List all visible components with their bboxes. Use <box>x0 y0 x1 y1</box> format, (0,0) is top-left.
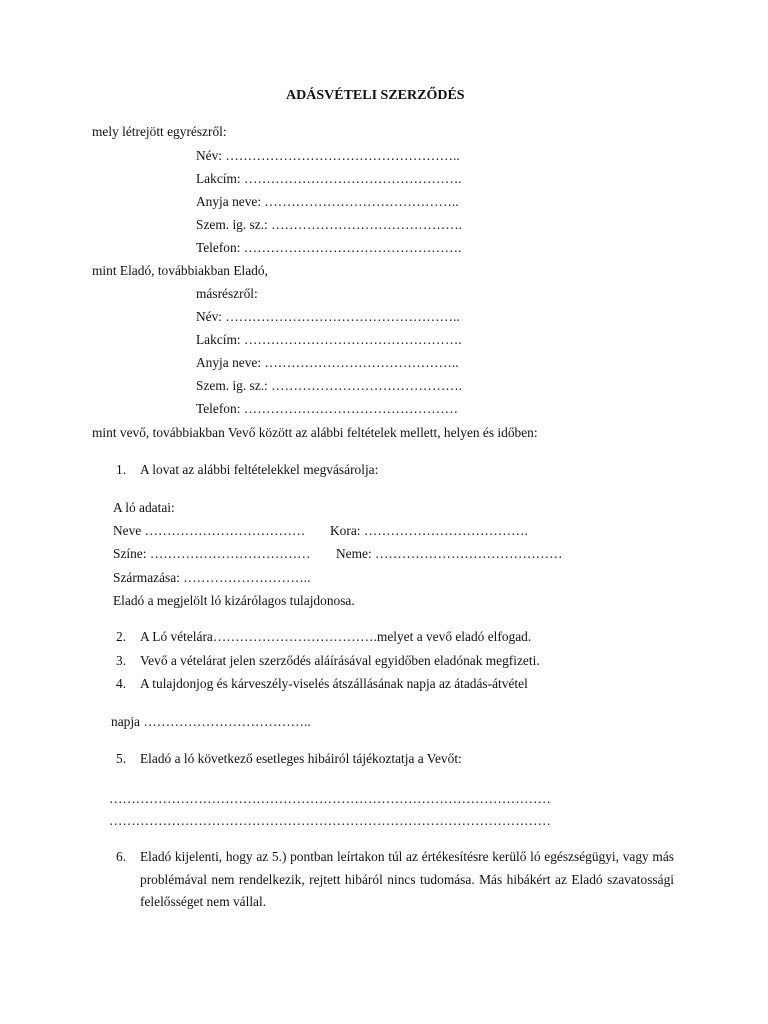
defects-blank-line: ……………………………………………………………………………………… <box>109 791 551 806</box>
horse-data-heading: A ló adatai: <box>113 500 175 515</box>
document-title: ADÁSVÉTELI SZERZŐDÉS <box>286 88 465 103</box>
seller-address-field: Lakcím: …………………………………………. <box>196 171 462 186</box>
seller-name-field: Név: …………………………………………….. <box>196 148 460 163</box>
item-number: 6. <box>116 849 127 864</box>
buyer-id-field: Szem. ig. sz.: ……………………………………. <box>196 378 462 393</box>
horse-color-field: Színe: ……………………………… <box>113 546 311 561</box>
buyer-phone-field: Telefon: ………………………………………… <box>196 401 459 416</box>
item-text: A Ló vételára……………………………….melyet a vevő eladó elfogad. <box>140 629 532 644</box>
horse-name-field: Neve ……………………………… <box>113 523 306 538</box>
horse-origin-field: Származása: ……………………….. <box>113 570 311 585</box>
item-text: A tulajdonjog és kárveszély-viselés átszállásának napja az átadás-átvétel <box>140 676 528 691</box>
seller-phone-field: Telefon: …………………………………………. <box>196 240 462 255</box>
transfer-day-field: napja ……………………………….. <box>111 714 311 729</box>
item-text: A lovat az alábbi feltételekkel megvásárolja: <box>140 462 379 477</box>
horse-age-field: Kora: ………………………………. <box>330 523 528 538</box>
item-text: Eladó a ló következő esetleges hibáiról tájékoztatja a Vevőt: <box>140 751 462 766</box>
buyer-mother-name-field: Anyja neve: …………………………………….. <box>196 355 459 370</box>
other-party-intro: másrészről: <box>196 286 258 301</box>
horse-ownership-text: Eladó a megjelölt ló kizárólagos tulajdonosa. <box>113 593 355 608</box>
item-number: 5. <box>116 751 127 766</box>
seller-mother-name-field: Anyja neve: …………………………………….. <box>196 194 459 209</box>
buyer-address-field: Lakcím: …………………………………………. <box>196 332 462 347</box>
buyer-name-field: Név: …………………………………………….. <box>196 309 460 324</box>
seller-id-field: Szem. ig. sz.: ……………………………………. <box>196 217 462 232</box>
defects-blank-line: ……………………………………………………………………………………… <box>109 813 551 828</box>
intro-text: mely létrejött egyrészről: <box>92 124 227 139</box>
item-number: 2. <box>116 629 127 644</box>
buyer-role-text: mint vevő, továbbiakban Vevő között az alábbi feltételek mellett, helyen és időben: <box>92 425 538 440</box>
item-number: 4. <box>116 676 127 691</box>
item-number: 1. <box>116 462 127 477</box>
horse-sex-field: Neme: …………………………………… <box>336 546 563 561</box>
seller-role-text: mint Eladó, továbbiakban Eladó, <box>92 263 268 278</box>
item-text: Eladó kijelenti, hogy az 5.) pontban leírtakon túl az értékesítésre kerülő ló egészségügyi, vagy más problémával nem rendelkezik, rejtett hibáról nincs tudomása. Más hibákért az Eladó szavatossági felelősséget nem vállal. <box>140 849 674 909</box>
item-number: 3. <box>116 653 127 668</box>
item-text: Vevő a vételárat jelen szerződés aláírásával egyidőben eladónak megfizeti. <box>140 653 540 668</box>
